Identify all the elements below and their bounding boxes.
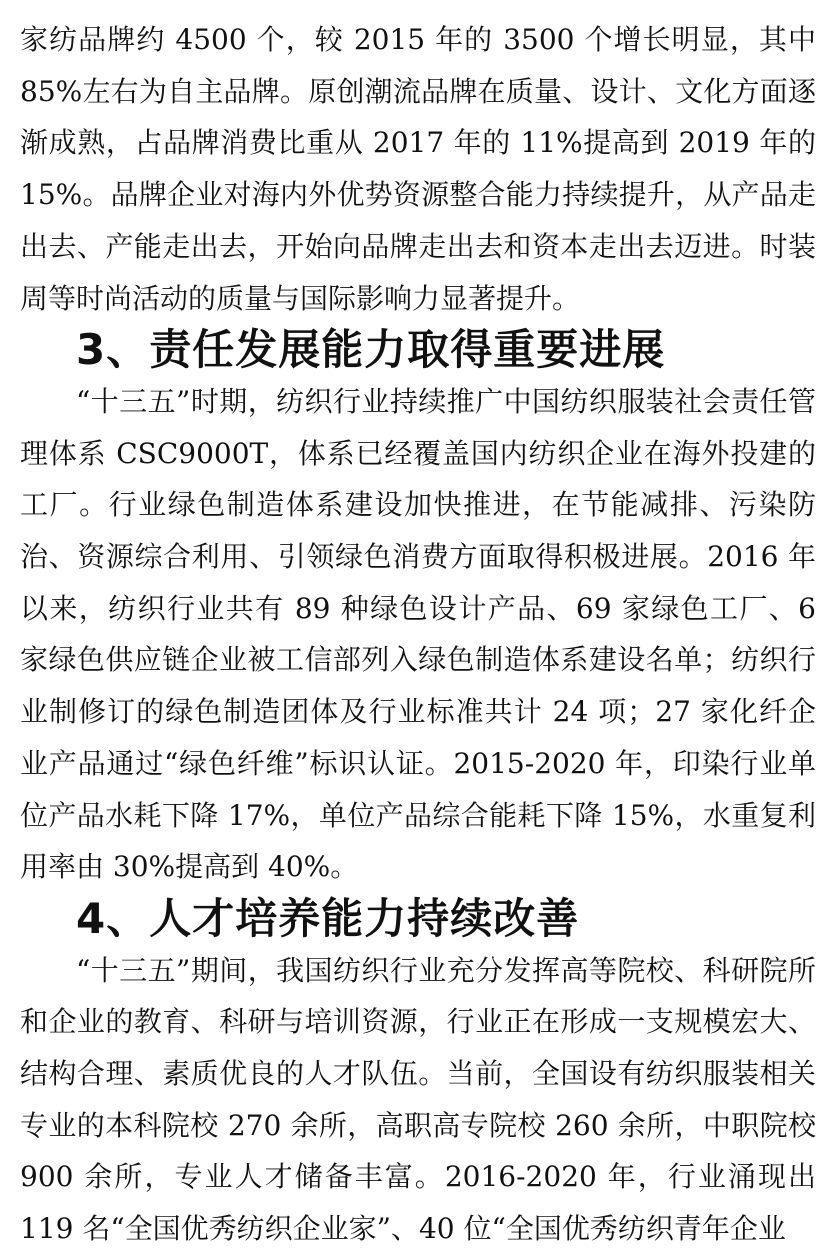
section-heading-responsibility: 3、责任发展能力取得重要进展 — [76, 325, 666, 375]
section-heading-talent: 4、人才培养能力持续改善 — [76, 893, 580, 943]
paragraph-responsibility-development: “十三五”时期，纺织行业持续推广中国纺织服装社会责任管理体系 CSC9000T，体系已经覆盖国内纺织企业在海外投建的工厂。行业绿色制造体系建设加快推进，在节能减排、污染防治、资源综合利用、引领绿色消费方面取得积极进展。2016 年以来，纺织行业共有 89 种绿色设计产品、69 家绿色工厂、6 家绿色供应链企业被工信部列入绿色制造体系建设名单；纺织行业制修订的绿色制造团体及行业标准共计 24 项；27 家化纤企业产品通过“绿色纤维”标识认证。2015-2020 年，印染行业单位产品水耗下降 17%，单位产品综合能耗下降 15%，水重复利用率由 30%提高到 40%。 — [20, 384, 816, 884]
paragraph-brand-development: 家纺品牌约 4500 个，较 2015 年的 3500 个增长明显，其中 85%左右为自主品牌。原创潮流品牌在质量、设计、文化方面逐渐成熟，占品牌消费比重从 2017 年的 11%提高到 2019 年的 15%。品牌企业对海内外优势资源整合能力持续提升，从产品走出去、产能走出去，开始向品牌走出去和资本走出去迈进。时装周等时尚活动的质量与国际影响力显著提升。 — [20, 23, 816, 315]
paragraph-talent-development: “十三五”期间，我国纺织行业充分发挥高等院校、科研院所和企业的教育、科研与培训资源，行业正在形成一支规模宏大、结构合理、素质优良的人才队伍。当前，全国设有纺织服装相关专业的本科院校 270 余所，高职高专院校 260 余所，中职院校 900 余所，专业人才储备丰富。2016-2020 年，行业涌现出 119 名“全国优秀纺织企业家”、40 位“全国优秀纺织青年企业 — [20, 953, 816, 1246]
document-page — [20, 14, 816, 1255]
